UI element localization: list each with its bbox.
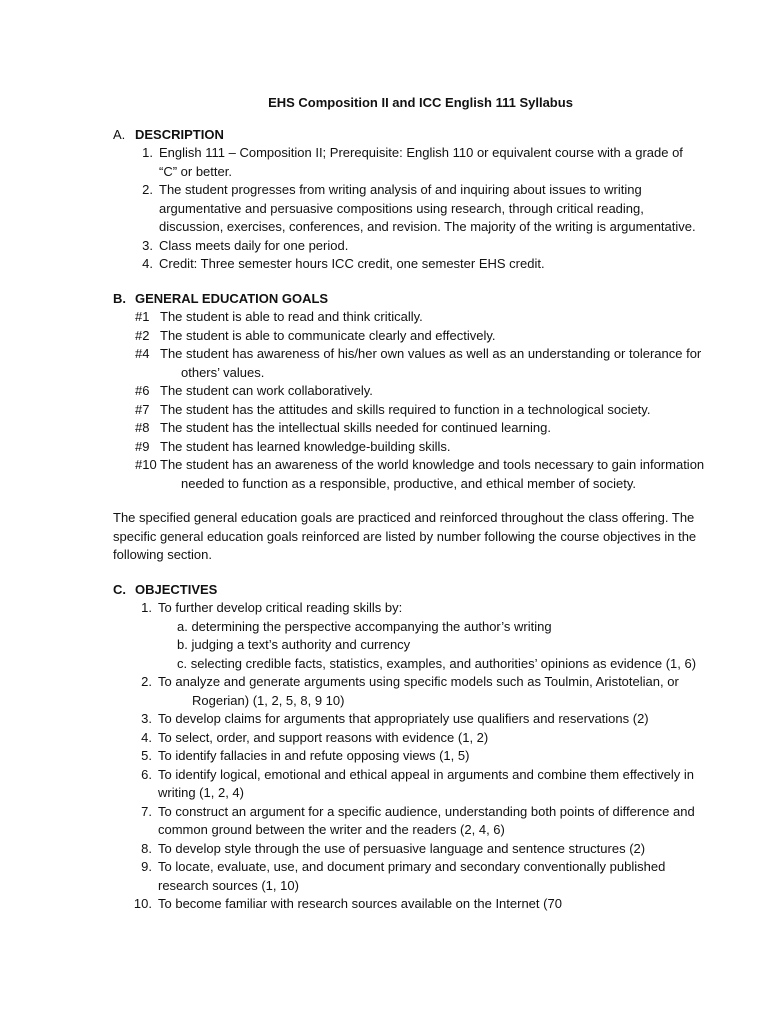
text-line: research sources (1, 10)	[158, 877, 299, 893]
section-title: DESCRIPTION	[135, 126, 224, 142]
objectives-list	[113, 599, 708, 914]
list-item	[113, 327, 708, 346]
text-line: Rogerian) (1, 2, 5, 8, 9 10)	[192, 692, 345, 708]
text-line: To develop style through the use of persuasive language and sentence structures (2)	[158, 840, 646, 856]
goal-number: #8	[135, 420, 150, 435]
item-text	[158, 895, 708, 914]
text-line: The student has the intellectual skills needed for continued learning.	[160, 420, 551, 435]
text-line: “C” or better.	[159, 163, 232, 179]
section-a-heading	[113, 126, 708, 145]
document-title: EHS Composition II and ICC English 111 Syllabus	[268, 95, 573, 110]
section-b-heading	[113, 290, 708, 309]
goal-number: #9	[135, 438, 150, 454]
list-item	[113, 144, 708, 181]
text-line: To identify fallacies in and refute opposing views (1, 5)	[158, 748, 470, 763]
text-line: others’ values.	[181, 364, 265, 380]
list-item	[113, 438, 708, 457]
list-item	[113, 803, 708, 840]
text-line: Credit: Three semester hours ICC credit, one semester EHS credit.	[159, 256, 545, 271]
text-line: The student progresses from writing analysis of and inquiring about issues to writing	[159, 182, 642, 197]
list-item	[113, 237, 708, 256]
item-text	[158, 710, 708, 729]
list-item	[113, 308, 708, 327]
text-line: To identify logical, emotional and ethical appeal in arguments and combine them effectively in	[158, 766, 694, 782]
text-line: The student is able to communicate clearly and effectively.	[160, 327, 496, 343]
item-text	[158, 803, 708, 840]
text-line: common ground between the writer and the readers (2, 4, 6)	[158, 822, 505, 837]
section-c-heading	[113, 581, 708, 600]
goal-number: #4	[135, 346, 150, 361]
text-line: To locate, evaluate, use, and document primary and secondary conventionally published	[158, 859, 666, 874]
goal-number: #10	[135, 457, 157, 472]
list-item	[113, 747, 708, 766]
list-item	[113, 673, 708, 710]
item-text	[158, 747, 708, 766]
text-line: To develop claims for arguments that appropriately use qualifiers and reservations (2)	[158, 711, 649, 726]
list-item	[113, 401, 708, 420]
item-text	[160, 327, 708, 346]
text-line: To select, order, and support reasons with evidence (1, 2)	[158, 729, 489, 745]
item-text	[158, 858, 708, 895]
item-number: 2.	[141, 674, 152, 689]
text-line: The student can work collaboratively.	[160, 383, 373, 398]
list-item	[113, 858, 708, 895]
item-number: 6.	[141, 766, 152, 782]
goal-number: #6	[135, 383, 150, 398]
text-line: following section.	[113, 547, 212, 562]
item-text	[158, 181, 708, 237]
item-number: 1.	[142, 145, 153, 160]
text-line: specific general education goals reinforced are listed by number following the course objectives in the	[113, 528, 697, 544]
section-title: GENERAL EDUCATION GOALS	[135, 290, 329, 306]
list-item	[113, 895, 708, 914]
goal-number: #7	[135, 401, 150, 417]
text-line: needed to function as a responsible, productive, and ethical member of society.	[181, 475, 637, 491]
text-line: To analyze and generate arguments using specific models such as Toulmin, Aristotelian, or	[158, 674, 679, 689]
item-text	[160, 308, 708, 327]
goal-number: #1	[135, 309, 150, 324]
item-text	[158, 840, 708, 859]
text-line: Class meets daily for one period.	[159, 237, 349, 253]
item-number: 2.	[142, 182, 153, 197]
text-line: writing (1, 2, 4)	[158, 785, 244, 800]
description-list	[113, 144, 708, 274]
item-text	[160, 401, 708, 420]
item-number: 9.	[141, 859, 152, 874]
item-number: 5.	[141, 748, 152, 763]
goals-list	[113, 308, 708, 493]
item-text	[158, 144, 708, 181]
section-title: OBJECTIVES	[135, 581, 218, 597]
list-item	[113, 419, 708, 438]
goal-number: #2	[135, 327, 150, 343]
list-item	[113, 456, 708, 493]
sub-list-item: a. determining the perspective accompanying the author’s writing	[177, 618, 552, 634]
list-item	[113, 766, 708, 803]
text-line: The student has learned knowledge-building skills.	[160, 438, 451, 454]
item-number: 3.	[141, 711, 152, 726]
text-line: English 111 – Composition II; Prerequisite: English 110 or equivalent course with a grade of	[159, 145, 683, 160]
text-line: argumentative and persuasive compositions using research, through critical reading,	[159, 200, 644, 216]
list-item	[113, 710, 708, 729]
sub-list-item: c. selecting credible facts, statistics, examples, and authorities’ opinions as evidence (1, 6)	[177, 655, 697, 671]
item-text	[160, 345, 708, 382]
list-item	[113, 255, 708, 274]
goals-paragraph	[113, 509, 708, 565]
list-item	[113, 382, 708, 401]
text-line: The student has the attitudes and skills required to function in a technological society.	[160, 401, 651, 417]
item-text	[158, 673, 708, 710]
text-line: The student has an awareness of the world knowledge and tools necessary to gain information	[160, 457, 705, 472]
sub-list-item: b. judging a text’s authority and currency	[177, 637, 411, 652]
list-item	[113, 181, 708, 237]
item-text	[160, 419, 708, 438]
text-line: discussion, exercises, conferences, and revision. The majority of the writing is argumentative.	[159, 219, 696, 234]
section-letter: B.	[113, 290, 126, 306]
list-item	[113, 840, 708, 859]
item-text	[158, 766, 708, 803]
item-text	[158, 237, 708, 256]
text-line: The specified general education goals are practiced and reinforced throughout the class offering. The	[113, 510, 695, 525]
item-text	[158, 255, 708, 274]
text-line: The student is able to read and think critically.	[160, 309, 423, 324]
item-text	[160, 382, 708, 401]
item-number: 1.	[141, 600, 152, 615]
list-item	[113, 729, 708, 748]
section-letter: C.	[113, 581, 126, 597]
item-number: 4.	[142, 256, 153, 271]
text-line: To further develop critical reading skills by:	[158, 600, 403, 615]
item-text	[160, 438, 708, 457]
item-text	[158, 599, 708, 618]
text-line: To construct an argument for a specific audience, understanding both points of difference and	[158, 803, 695, 819]
item-number: 7.	[141, 803, 152, 819]
item-number: 3.	[142, 237, 153, 253]
item-number: 10.	[133, 896, 152, 911]
item-text	[160, 456, 708, 493]
item-number: 4.	[141, 729, 152, 745]
item-text	[158, 729, 708, 748]
list-item	[113, 599, 708, 618]
section-letter: A.	[113, 126, 126, 142]
item-number: 8.	[141, 840, 152, 856]
text-line: The student has awareness of his/her own values as well as an understanding or tolerance for	[160, 346, 702, 361]
text-line: To become familiar with research sources available on the Internet (70	[158, 896, 562, 911]
list-item	[113, 345, 708, 382]
